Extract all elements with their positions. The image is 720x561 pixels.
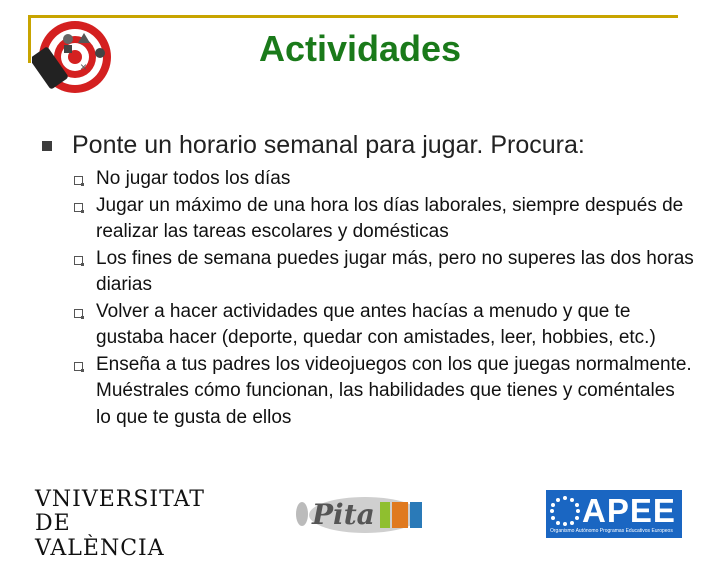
main-bullet-icon bbox=[42, 141, 52, 151]
list-item-text: Enseña a tus padres los videojuegos con los que juegas normalmente. Muéstrales cómo funcionan, las habilidades que tienes y coméntales lo que te gusta de ellos bbox=[96, 353, 692, 428]
list-item-text: Jugar un máximo de una hora los días laborales, siempre después de realizar las tareas escolares y domésticas bbox=[96, 194, 684, 242]
apee-label: APEE bbox=[582, 492, 676, 529]
list-item-text: No jugar todos los días bbox=[96, 168, 291, 189]
main-point: Ponte un horario semanal para jugar. Procura: bbox=[72, 131, 585, 159]
gamepad-target-logo-icon bbox=[32, 19, 118, 95]
universitat-valencia-logo bbox=[35, 487, 205, 561]
slide-title: Actividades bbox=[258, 28, 462, 69]
list-item bbox=[74, 299, 694, 352]
checkbox-bullet-icon bbox=[74, 203, 83, 212]
eu-stars-icon bbox=[548, 494, 582, 528]
list-item bbox=[74, 193, 694, 246]
title-frame-left bbox=[28, 15, 31, 63]
list-item-text: Los fines de semana puedes jugar más, pero no superes las dos horas diarias bbox=[96, 247, 694, 295]
pitagora-logo-icon bbox=[290, 490, 440, 538]
list-item bbox=[74, 166, 694, 193]
sub-point-list bbox=[74, 166, 694, 431]
checkbox-bullet-icon bbox=[74, 309, 83, 318]
list-item-text: Volver a hacer actividades que antes hacías a menudo y que te gustaba hacer (deporte, quedar con amistades, leer, hobbies, etc.) bbox=[96, 300, 656, 348]
university-name-line2: DE VALÈNCIA bbox=[35, 511, 165, 561]
checkbox-bullet-icon bbox=[74, 176, 83, 185]
list-item bbox=[74, 352, 694, 432]
university-name-line1: VNIVERSITAT bbox=[35, 487, 205, 512]
apee-logo bbox=[546, 490, 682, 538]
svg-text:×: × bbox=[80, 60, 88, 74]
list-item bbox=[74, 246, 694, 299]
title-frame-top bbox=[28, 15, 678, 18]
checkbox-bullet-icon bbox=[74, 256, 83, 265]
apee-subtitle: Organismo Autónomo Programas Educativos Europeos bbox=[550, 528, 673, 534]
svg-text:Pita: Pita bbox=[312, 498, 375, 531]
checkbox-bullet-icon bbox=[74, 362, 83, 371]
